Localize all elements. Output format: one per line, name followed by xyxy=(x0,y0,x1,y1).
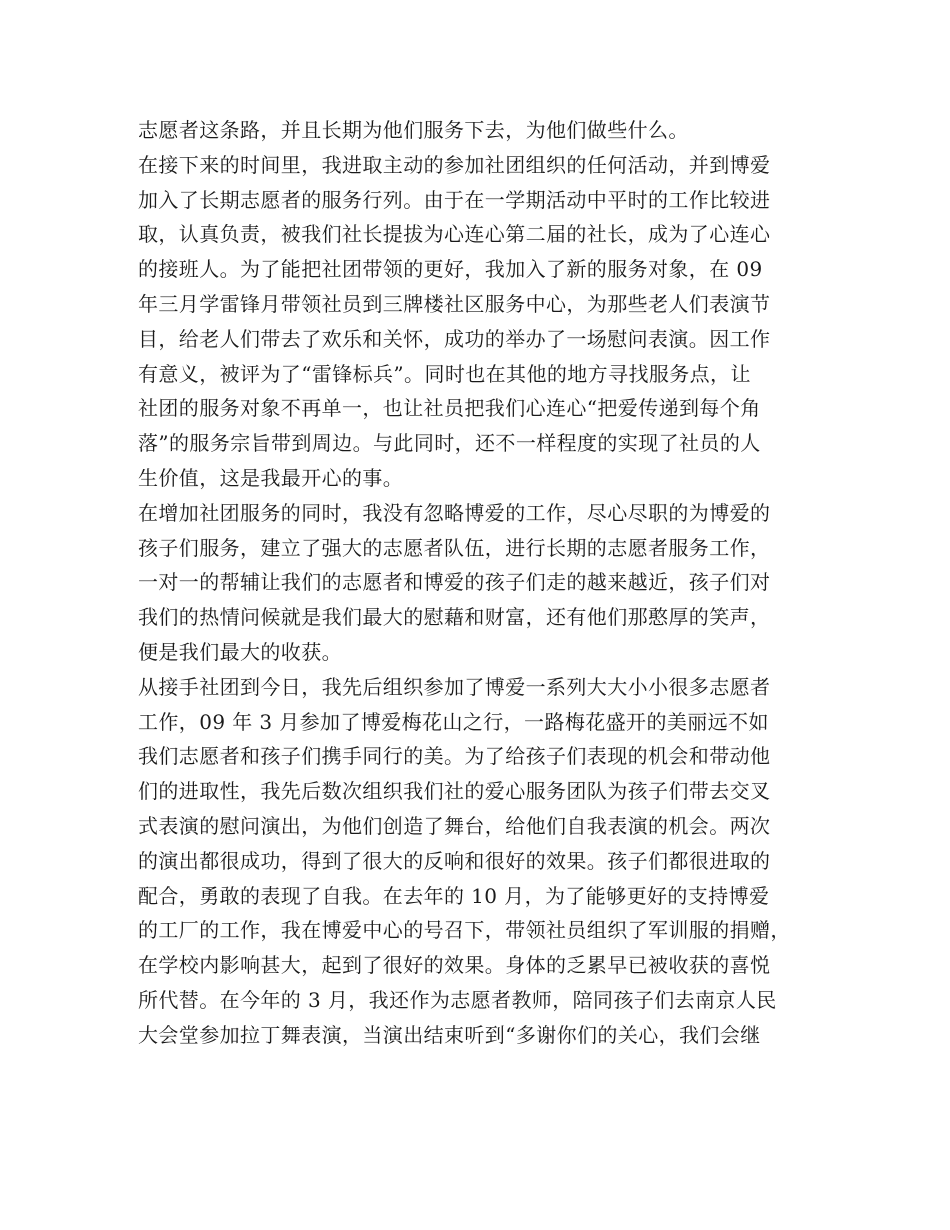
document-body xyxy=(138,113,828,1053)
text-line: 在接下来的时间里，我进取主动的参加社团组织的任何活动，并到博爱 xyxy=(138,152,771,177)
text-line: 有意义，被评为了“雷锋标兵”。同时也在其他的地方寻找服务点，让 xyxy=(138,361,751,386)
text-line: 年三月学雷锋月带领社员到三牌楼社区服务中心，为那些老人们表演节 xyxy=(138,291,771,316)
text-line: 加入了长期志愿者的服务行列。由于在一学期活动中平时的工作比较进 xyxy=(138,187,771,212)
text-line: 在学校内影响甚大，起到了很好的效果。身体的乏累早已被收获的喜悦 xyxy=(138,953,771,978)
text-line: 孩子们服务，建立了强大的志愿者队伍，进行长期的志愿者服务工作， xyxy=(138,535,771,560)
text-line: 的接班人。为了能把社团带领的更好，我加入了新的服务对象，在 09 xyxy=(138,257,763,282)
text-line: 我们志愿者和孩子们携手同行的美。为了给孩子们表现的机会和带动他 xyxy=(138,744,771,769)
text-line: 目，给老人们带去了欢乐和关怀，成功的举办了一场慰问表演。因工作 xyxy=(138,326,771,351)
text-line: 生价值，这是我最开心的事。 xyxy=(138,465,404,490)
text-line: 的演出都很成功，得到了很大的反响和很好的效果。孩子们都很进取的 xyxy=(138,848,771,873)
text-line: 的工厂的工作，我在博爱中心的号召下，带领社员组织了军训服的捐赠， xyxy=(138,918,791,943)
text-line: 取，认真负责，被我们社长提拔为心连心第二届的社长，成为了心连心 xyxy=(138,222,771,247)
text-line: 在增加社团服务的同时，我没有忽略博爱的工作，尽心尽职的为博爱的 xyxy=(138,500,771,525)
text-line: 志愿者这条路，并且长期为他们服务下去，为他们做些什么。 xyxy=(138,118,689,142)
text-line: 一对一的帮辅让我们的志愿者和博爱的孩子们走的越来越近，孩子们对 xyxy=(138,570,771,595)
text-line: 所代替。在今年的 3 月，我还作为志愿者教师，陪同孩子们去南京人民 xyxy=(138,987,777,1012)
text-line: 落”的服务宗旨带到周边。与此同时，还不一样程度的实现了社员的人 xyxy=(138,431,761,456)
text-line: 工作，09 年 3 月参加了博爱梅花山之行，一路梅花盛开的美丽远不如 xyxy=(138,709,769,734)
text-line: 我们的热情问候就是我们最大的慰藉和财富，还有他们那憨厚的笑声， xyxy=(138,605,771,630)
text-line: 式表演的慰问演出，为他们创造了舞台，给他们自我表演的机会。两次 xyxy=(138,813,771,838)
text-line: 配合，勇敢的表现了自我。在去年的 10 月，为了能够更好的支持博爱 xyxy=(138,883,770,908)
text-line: 们的进取性，我先后数次组织我们社的爱心服务团队为孩子们带去交叉 xyxy=(138,779,771,804)
text-line: 社团的服务对象不再单一，也让社员把我们心连心“把爱传递到每个角 xyxy=(138,396,761,421)
text-line: 从接手社团到今日，我先后组织参加了博爱一系列大大小小很多志愿者 xyxy=(138,674,771,699)
text-line: 便是我们最大的收获。 xyxy=(138,639,342,664)
text-line: 大会堂参加拉丁舞表演，当演出结束听到“多谢你们的关心，我们会继 xyxy=(138,1022,761,1047)
